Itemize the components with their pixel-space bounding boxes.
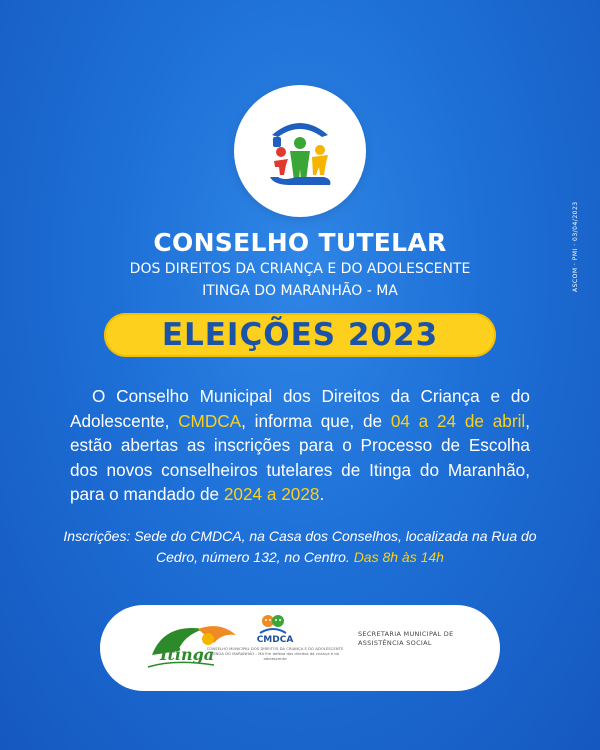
side-code: ASCOM · PMI · 03/04/2023 [572, 201, 579, 292]
announcement-part-4: . [319, 484, 325, 504]
cmdca-arc [260, 629, 286, 633]
page-title: CONSELHO TUTELAR [153, 228, 447, 257]
family-house-icon [234, 85, 366, 217]
dates-highlight: 04 a 24 de abril [390, 410, 526, 431]
cmdca-face-right [272, 615, 284, 627]
roof-shape [272, 123, 328, 137]
registration-location: Inscrições: Sede do CMDCA, na Casa dos Conselhos, localizada na Rua do Cedro, número 132, no Centro. [63, 528, 537, 565]
registration-hours: Das 8h às 14h [353, 549, 444, 565]
term-highlight: 2024 a 2028 [223, 484, 320, 504]
red-child-head [276, 147, 286, 157]
red-child-body [274, 159, 288, 175]
announcement-part-1: O Conselho Municipal dos Direitos da Criança e do Adolescente, [70, 386, 530, 431]
announcement-paragraph [70, 384, 530, 507]
hand-base-shape [270, 177, 330, 185]
cmdca-eye [275, 619, 277, 621]
cmdca-description: CONSELHO MUNICIPAL DOS DIREITOS DA CRIANÇA E DO ADOLESCENTE ITINGA DO MARANHÃO - MA Em defesa dos direitos da criança e do adolescente [206, 646, 344, 661]
announcement-part-2: , informa que, de [241, 410, 391, 431]
footer-logos [100, 605, 500, 691]
yellow-child-head [315, 145, 325, 155]
cmdca-name: CMDCA [256, 635, 294, 645]
itinga-wordmark: Itinga [160, 645, 215, 664]
green-adult-body [290, 151, 310, 181]
registration-info [50, 526, 550, 568]
yellow-child-body [312, 155, 328, 175]
cmdca-logo [258, 613, 288, 637]
elections-badge-label: ELEIÇÕES 2023 [161, 317, 439, 353]
green-adult-head [294, 137, 306, 149]
cmdca-highlight: CMDCA [178, 410, 242, 431]
secretaria-name: SECRETARIA MUNICIPAL DE ASSISTÊNCIA SOCIAL [358, 630, 454, 647]
roof-left-post [273, 137, 281, 147]
elections-badge [104, 313, 496, 357]
subtitle: DOS DIREITOS DA CRIANÇA E DO ADOLESCENTE [129, 261, 471, 277]
cmdca-eye [265, 619, 267, 621]
cmdca-eye [269, 619, 271, 621]
cmdca-eye [279, 619, 281, 621]
announcement-part-3: , estão abertas as inscrições para o Processo de Escolha dos novos conselheiros tutelares de Itinga do Maranhão, para o mandado de [70, 410, 530, 504]
location: ITINGA DO MARANHÃO - MA [202, 283, 398, 299]
conselho-logo [234, 85, 366, 217]
